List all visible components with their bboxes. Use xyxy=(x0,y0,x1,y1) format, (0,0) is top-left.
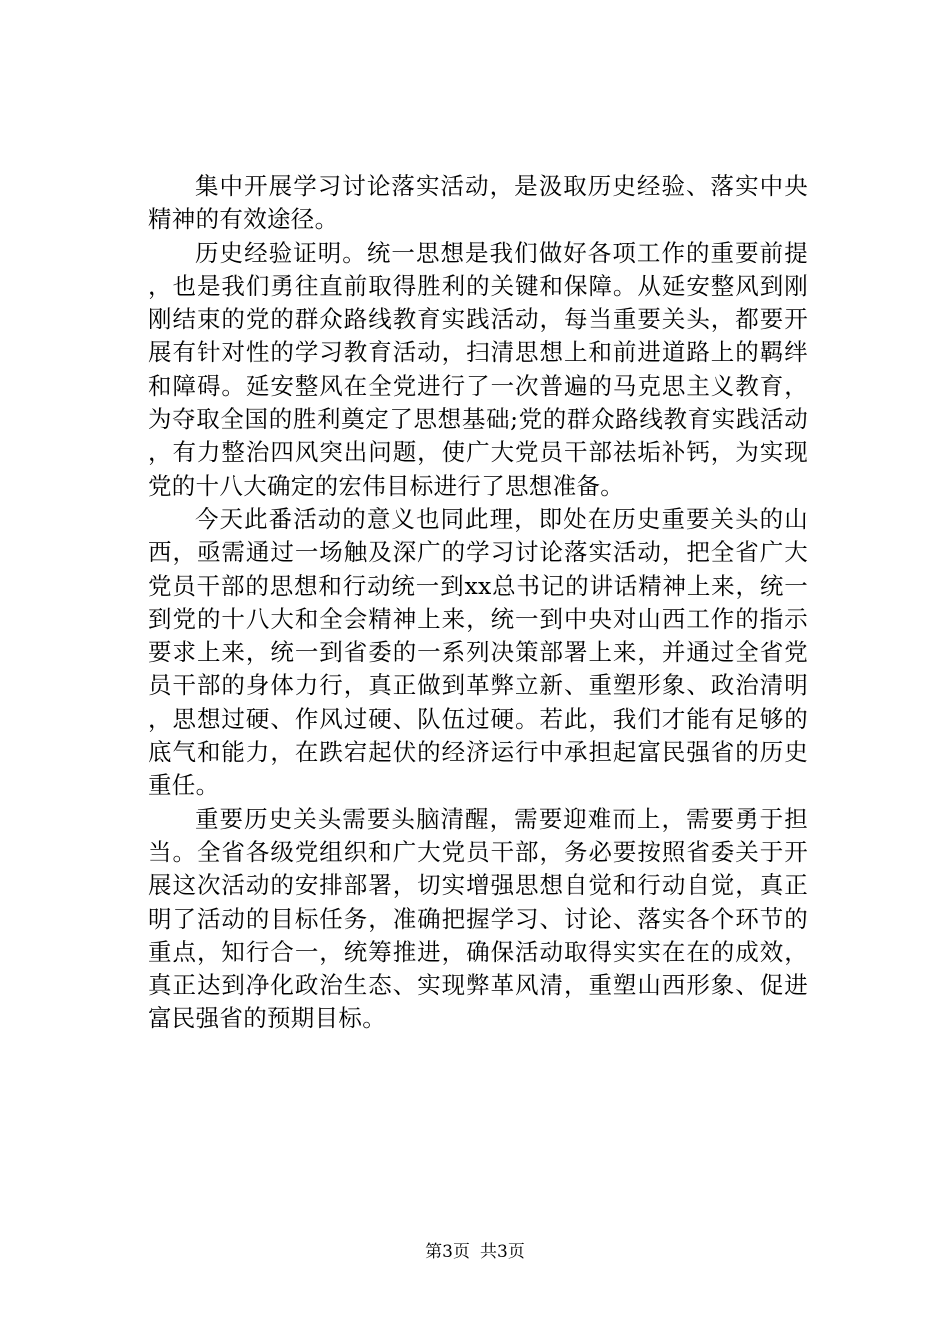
document-body xyxy=(148,170,808,1036)
page-total: 共3页 xyxy=(480,1242,525,1262)
paragraph-4: 重要历史关头需要头脑清醒，需要迎难而上，需要勇于担当。全省各级党组织和广大党员干部，务必要按照省委关于开展这次活动的安排部署，切实增强思想自觉和行动自觉，真正明了活动的目标任务，准确把握学习、讨论、落实各个环节的重点，知行合一，统筹推进，确保活动取得实实在在的成效，真正达到净化政治生态、实现弊革风清，重塑山西形象、促进富民强省的预期目标。 xyxy=(148,804,808,1033)
paragraph-2: 历史经验证明。统一思想是我们做好各项工作的重要前提，也是我们勇往直前取得胜利的关键和保障。从延安整风到刚刚结束的党的群众路线教育实践活动，每当重要关头，都要开展有针对性的学习教育活动，扫清思想上和前进道路上的羁绊和障碍。延安整风在全党进行了一次普遍的马克思主义教育，为夺取全国的胜利奠定了思想基础;党的群众路线教育实践活动，有力整治四风突出问题，使广大党员干部祛垢补钙，为实现党的十八大确定的宏伟目标进行了思想准备。 xyxy=(148,238,808,500)
page-number: 第3页 xyxy=(425,1242,470,1262)
paragraph-1: 集中开展学习讨论落实活动，是汲取历史经验、落实中央精神的有效途径。 xyxy=(148,172,808,234)
paragraph-3: 今天此番活动的意义也同此理，即处在历史重要关头的山西，亟需通过一场触及深广的学习讨论落实活动，把全省广大党员干部的思想和行动统一到xx总书记的讲话精神上来，统一到党的十八大和全会精神上来，统一到中央对山西工作的指示要求上来，统一到省委的一系列决策部署上来，并通过全省党员干部的身体力行，真正做到革弊立新、重塑形象、政治清明，思想过硬、作风过硬、队伍过硬。若此，我们才能有足够的底气和能力，在跌宕起伏的经济运行中承担起富民强省的历史重任。 xyxy=(148,504,808,800)
page-footer xyxy=(0,1241,950,1263)
